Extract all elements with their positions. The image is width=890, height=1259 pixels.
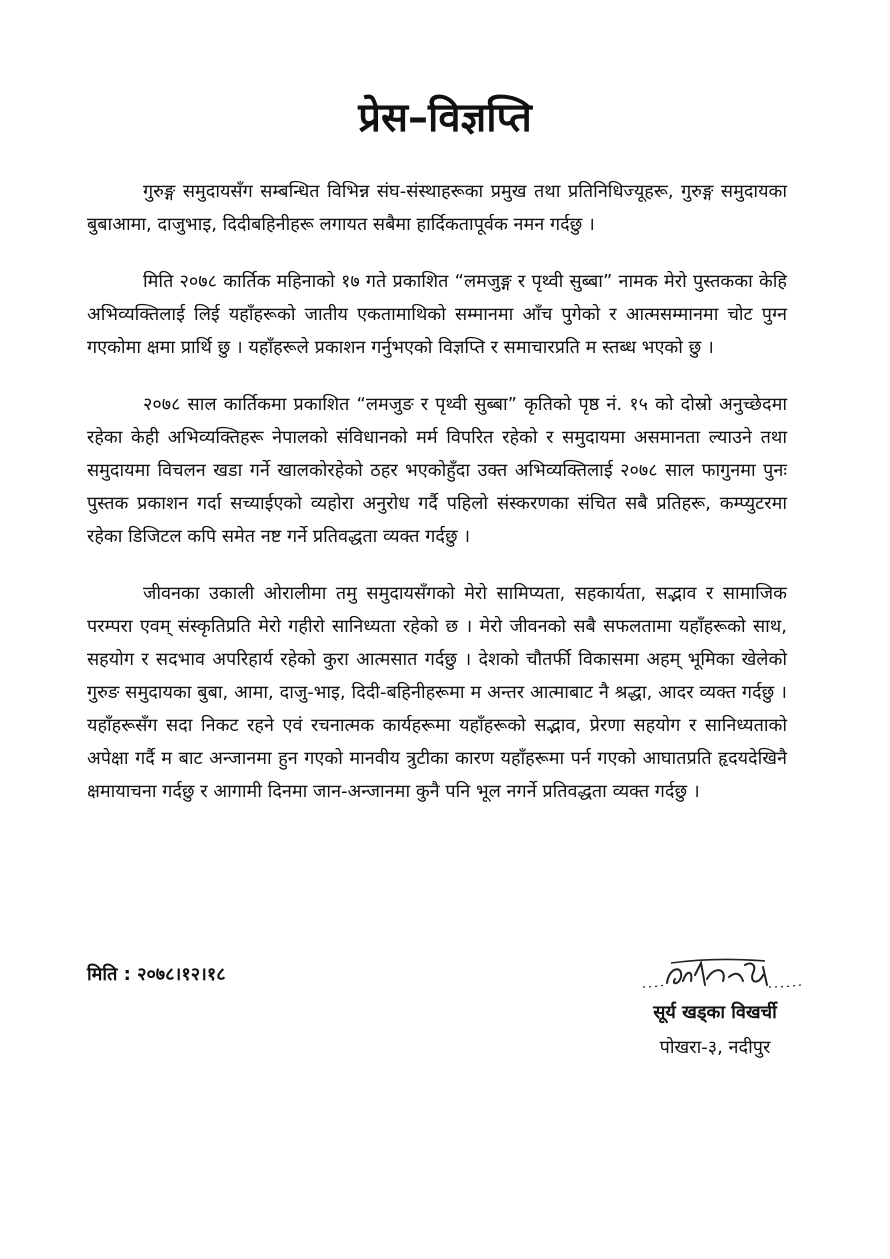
press-release-body — [87, 175, 787, 832]
signature-icon — [635, 955, 805, 995]
signer-name: सूर्य खड्का विखर्ची — [653, 1002, 777, 1023]
paragraph-apology: मिति २०७८ कार्तिक महिनाको १७ गते प्रकाशित “लमजुङ्ग र पृथ्वी सुब्बा” नामक मेरो पुस्तकका केहि अभिव्यक्तिलाई लिई यहाँहरूको जातीय एकतामाथिको सम्मानमा आँच पुगेको र आत्मसम्मानमा चोट पुग्न गएकोमा क्षमा प्रार्थि छु । यहाँहरूले प्रकाशन गर्नुभएको विज्ञप्ति र समाचारप्रति म स्तब्ध भएको छु । — [87, 271, 787, 358]
paragraph-commitment: जीवनका उकाली ओरालीमा तमु समुदायसँगको मेरो सामिप्यता, सहकार्यता, सद्भाव र सामाजिक परम्परा एवम् संस्कृतिप्रति मेरो गहीरो सानिध्यता रहेको छ । मेरो जीवनको सबै सफलतामा यहाँहरूको साथ, सहयोग र सदभाव अपरिहार्य रहेको कुरा आत्मसात गर्दछु । देशको चौतर्फी विकासमा अहम् भूमिका खेलेको गुरुङ समुदायका बुबा, आमा, दाजु-भाइ, दिदी-बहिनीहरूमा म अन्तर आत्माबाट नै श्रद्धा, आदर व्यक्त गर्दछु । यहाँहरूसँग सदा निकट रहने एवं रचनात्मक कार्यहरूमा यहाँहरूको सद्भाव, प्रेरणा सहयोग र सानिध्यताको अपेक्षा गर्दै म बाट अन्जानमा हुन गएको मानवीय त्रुटीका कारण यहाँहरूमा पर्न गएको आघातप्रति हृदयदेखिनै क्षमायाचना गर्दछु र आगामी दिनमा जान-अन्जानमा कुनै पनि भूल नगर्ने प्रतिवद्धता व्यक्त गर्दछु । — [87, 583, 787, 802]
paragraph-correction: २०७८ साल कार्तिकमा प्रकाशित “लमजुङ र पृथ्वी सुब्बा” कृतिको पृष्ठ नं. १५ को दोस्रो अनुच्छेदमा रहेका केही अभिव्यक्तिहरू नेपालको संविधानको मर्म विपरित रहेको र समुदायमा असमानता ल्याउने तथा समुदायमा विचलन खडा गर्ने खालकोरहेको ठहर भएकोहुँदा उक्त अभिव्यक्तिलाई २०७८ साल फागुनमा पुनः पुस्तक प्रकाशन गर्दा सच्याईएको व्यहोरा अनुरोध गर्दै पहिलो संस्करणका संचित सबै प्रतिहरू, कम्प्युटरमा रहेका डिजिटल कपि समेत नष्ट गर्ने प्रतिवद्धता व्यक्त गर्दछु । — [87, 394, 787, 547]
paragraph-greeting: गुरुङ्ग समुदायसँग सम्बन्धित विभिन्न संघ-संस्थाहरूका प्रमुख तथा प्रतिनिधिज्यूहरू, गुरुङ्ग समुदायका बुबाआमा, दाजुभाइ, दिदीबहिनीहरू लगायत सबैमा हार्दिकतापूर्वक नमन गर्दछु । — [87, 181, 787, 235]
page-title: प्रेस–विज्ञप्ति — [358, 95, 532, 141]
signer-address: पोखरा-३, नदीपुर — [659, 1037, 771, 1058]
date-line: मिति : २०७८।१२।१८ — [87, 964, 226, 985]
